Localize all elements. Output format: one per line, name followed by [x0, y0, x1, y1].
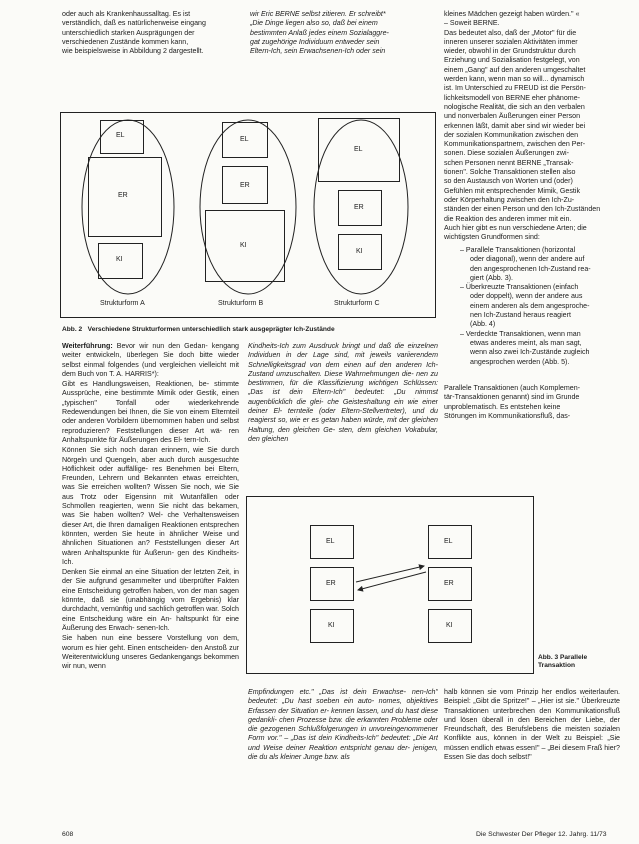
text-line: – Parallele Transaktionen (horizontal [460, 246, 576, 254]
text-line: verschiedenen Zustände kommen kann, [62, 37, 189, 46]
text-line: schen Personen nennt BERNE „Transak- [444, 158, 574, 167]
text-line: und nonverbalen Äußerungen einer Person [444, 112, 581, 121]
bottom-right-p: halb können sie vom Prinzip her endlos weiterlaufen. Beispiel: „Gibt die Spritze!" – „Hier ist sie." Überkreuzte Transaktionen unterbrechen den Kommunikationsfluß und lösen überall in den Bereichen der Liebe, der Freundschaft, des Berufslebens die meisten sozialen Konflikte aus, können in der Welt zu Beispiel: „Sie müssen endlich etwas essen!" – „Bei diesem Fraß hier? Essen Sie das doch selbst!" [444, 688, 620, 762]
text-line: kleines Mädchen gezeigt haben würden." « [444, 10, 580, 18]
a-er-label: ER [118, 192, 128, 199]
b-el-label: EL [240, 136, 249, 143]
label-structure-b: Strukturform B [218, 300, 264, 307]
list-item [454, 246, 620, 283]
figure-2-caption [62, 326, 442, 334]
text-line: Eltern-Ich, sein Erwachsenen-Ich oder sein [250, 47, 386, 56]
text-line: etwas anderes meint, als man sagt, [470, 338, 582, 347]
text-line: giert (Abb. 3). [470, 273, 513, 282]
label-structure-a: Strukturform A [100, 300, 145, 307]
c-ki-label: KI [356, 248, 363, 255]
text-line: inneren unserer sozialen Aktivitäten immer [444, 37, 578, 46]
text-line: angesprochen werden (Abb. 5). [470, 357, 570, 366]
text-line: – Soweit BERNE. [444, 19, 500, 28]
c-el-label: EL [354, 146, 363, 153]
text-line: (Abb. 4) [470, 320, 496, 329]
f3-transaction-arrows [354, 560, 428, 610]
text-line: wie beispielsweise in Abbildung 2 dargestellt. [62, 47, 204, 56]
text-line: erkennen läßt, damit aber sind wir wieder bei [444, 121, 586, 130]
text-line: lichkeitsmodell von BERNE eher phänome- [444, 93, 581, 102]
left-p1: Bevor wir nun den Gedan- kengang weiter entwickeln, überlegen Sie doch bitte wieder selbst einmal folgendes (und vergleichen vielleicht mit dem Buch von T. A. HARRIS*): [62, 342, 239, 378]
bottom-mid-p: Empfindungen etc." „Das ist dein Erwachse- nen-Ich" bedeutet: „Du hast soeben ein auto- nomes, objektives Erfassen der Situation er- kennen lassen, und du hast diese gedankli- chen Prozesse bzw. die erkannten Probleme oder die gezogenen Schlußfolgerungen in unvoreingenommener Form vor." – „Das ist dein Kindheits-Ich" bedeutet: „Die Art und Weise deiner Reaktion entspricht genau der- jenigen, die du als kleiner Junge bzw. als [248, 688, 438, 762]
text-line: gat zugehörige Individuum entweder sein [250, 37, 380, 46]
page-number: 608 [62, 831, 74, 838]
f3-right-er-label: ER [444, 580, 454, 587]
text-line: Gefühlen mit entsprechender Mimik, Gestik [444, 186, 581, 195]
text-line: Kommunikationspartnern, zwischen den Per- [444, 140, 586, 149]
footer-journal: Die Schwester Der Pfleger 12. Jahrg. 11/73 [476, 831, 607, 838]
text-line: wieder, obwohl in der Grundstruktur durch [444, 47, 576, 56]
f3-left-ki-label: KI [328, 622, 335, 629]
left-p5: Sie haben nun eine bessere Vorstellung von dem, worum es hier geht. Einen entscheiden- den Anstoß zur Weiterentwicklung unseres Gedankengangs bekommen wir nun, wenn [62, 634, 239, 671]
left-p3: Können Sie sich noch daran erinnern, wie Sie durch Nörgeln und Quengeln, aber auch durch ausgesuchte Höflichkeit oder auffällige- res Benehmen bei Eltern, Freunden, Lehrern und Bekannten etwas erreichten, was Sie erreichen wollten? Wissen Sie noch, wie Sie aus Trotz oder Eigensinn mit Wutanfällen oder Schmollen reagierten, wenn Sie nicht das bekamen, was Sie haben wollten? Wel- che Verhaltensweisen dieser Art, die Ihren damaligen Reaktionen entsprechen könnten, werden Sie heute in ähnlicher Weise und ähnlichen Situationen an? Feststellungen dieser Art wären Anhaltspunkte für Äußerun- gen des Kindheits-Ich. [62, 446, 239, 566]
text-line: wenn also zwei Ich-Zustände zugleich [470, 348, 590, 357]
c-er-label: ER [354, 204, 364, 211]
transaction-list [454, 246, 620, 367]
text-line: einem anderen als dem angesproche- [470, 301, 590, 310]
a-ki-label: KI [116, 256, 123, 263]
text-line: oder doppelt), wenn der andere aus [470, 292, 583, 301]
bottom-right-text [444, 688, 620, 763]
top-mid-text [250, 10, 440, 57]
a-el-label: EL [116, 132, 125, 139]
text-line: ist. Im Unterschied zu FREUD ist die Persön- [444, 84, 586, 93]
weiterfuehrung-heading: Weiterführung: [62, 342, 113, 350]
text-line: unterschiedlich starken Ausprägungen der [62, 28, 195, 37]
figure-3-caption: Abb. 3 Parallele Transaktion [538, 654, 588, 669]
text-line: oder auch als Krankenhaussalltag. Es ist [62, 10, 191, 18]
text-line: verständlich, daß es natürlicherweise eingang [62, 19, 206, 28]
list-item [454, 283, 620, 329]
text-line: ständen der einen Person und den Ich-Zuständen [444, 205, 601, 214]
figure-2-caption-num: Abb. 2 [62, 326, 83, 333]
f3-right-el-label: EL [444, 538, 453, 545]
text-line: tionen". Solche Transaktionen stellen also [444, 168, 576, 177]
text-line: werden kann, wenn man so will... dynamisch [444, 75, 585, 84]
text-line: Störungen im Kommunikationsfluß, das- [444, 411, 571, 420]
text-line: wir Eric BERNE selbst zitieren. Er schreibt* [250, 10, 386, 18]
text-line: der sozialen Kommunikation zwischen den [444, 130, 579, 139]
left-p4: Denken Sie einmal an eine Situation der letzten Zeit, in der Sie aufgrund gesammelter und überprüfter Fakten eine Entscheidung getroffen haben, von der man sagen könnte, daß sie (unabhängig vom Ergebnis) klar durchdacht, vernünftig und sachlich getroffen war. Solch eine Entscheidung wäre ein An- haltspunkt für eine Äußerung des Erwach- senen-Ich. [62, 568, 239, 632]
left-p2: Gibt es Handlungsweisen, Reaktionen, be- stimmte Aussprüche, eine bestimmte Mimik oder Gestik, einen „typischen" Tonfall oder wiederkehrende Redewendungen bei Ihnen, die Sie von einem Elternteil oder anderen Vorbildern übernommen haben und selbst reproduzieren? Feststellungen dieser Art wä- ren Anhaltspunkte für Äußerungen des El- tern-Ich. [62, 380, 239, 444]
text-line: einem „Gang" auf den anderen umgeschaltet [444, 65, 586, 74]
text-line: bestimmten Anlaß jedes einem Sozialaggre- [250, 28, 389, 37]
list-item [454, 330, 620, 367]
right-column-text [444, 10, 620, 243]
text-line: Erziehung und Sozialisation festgelegt, von [444, 56, 580, 65]
left-column-text [62, 342, 239, 828]
b-ki-label: KI [240, 242, 247, 249]
mid-p1: Kindheits-Ich zum Ausdruck bringt und daß die einzelnen Individuen in der Lage sind, mit jeweils variierendem Schnelligkeitsgrad von dem einen auf den anderen Ich-Zustand umzuschalten. Diese Wahrnehmungen die- nen zu bestimmen, für die Klassifizierung wichtigen Schlüssen: „Das ist dein Eltern-Ich" bedeutet: „Du nimmst augenblicklich die glei- che Geisteshaltung ein wie einer deiner El- ternteile (oder Eltern-Stellvertreter), und du reagierst so, wie er es getan haben würde, mit der gleichen Haltung, den gleichen Ge- sten, dem gleichen Vokabular, den gleichen [248, 342, 438, 443]
text-line: unproblematisch. Es entstehen keine [444, 402, 561, 411]
text-line: den angesprochenen Ich-Zustand rea- [470, 264, 591, 273]
text-line: sonen. Diese sozialen Äußerungen zwi- [444, 149, 569, 158]
top-left-text [62, 10, 242, 57]
text-line: nen Ich-Zustand heraus reagiert [470, 311, 571, 320]
text-line: nologische Realität, die sich an den verbalen [444, 102, 585, 111]
text-line: tär-Transaktionen genannt) sind im Grunde [444, 393, 580, 402]
text-line: so den Austausch von Worten und (oder) [444, 177, 573, 186]
text-line: Auch hier gibt es nun verschiedene Arten; die [444, 223, 587, 232]
text-line: – Verdeckte Transaktionen, wenn man [460, 329, 581, 338]
label-structure-c: Strukturform C [334, 300, 380, 307]
text-line: die Reaktion des anderen immer mit ein. [444, 214, 572, 223]
bottom-mid-text [248, 688, 438, 763]
f3-left-el-label: EL [326, 538, 335, 545]
text-line: Das bedeutet also, daß der „Motor" für die [444, 28, 577, 37]
mid-column-text [248, 342, 438, 445]
text-line: „Die Dinge liegen also so, daß bei einem [250, 19, 378, 28]
figure-2-caption-text: Verschiedene Strukturformen unterschiedlich stark ausgeprägter Ich-Zustände [87, 326, 335, 333]
text-line: oder diagonal), wenn der andere auf [470, 255, 585, 264]
text-line: oder Körperhaltung zwischen den Ich-Zu- [444, 195, 575, 204]
text-line: wichtigsten Grundformen sind: [444, 233, 540, 242]
right-after-list-text [444, 384, 620, 422]
f3-left-er-label: ER [326, 580, 336, 587]
text-line: – Überkreuzte Transaktionen (einfach [460, 283, 579, 292]
b-er-label: ER [240, 182, 250, 189]
text-line: Parallele Transaktionen (auch Komplemen- [444, 384, 581, 392]
f3-right-ki-label: KI [446, 622, 453, 629]
